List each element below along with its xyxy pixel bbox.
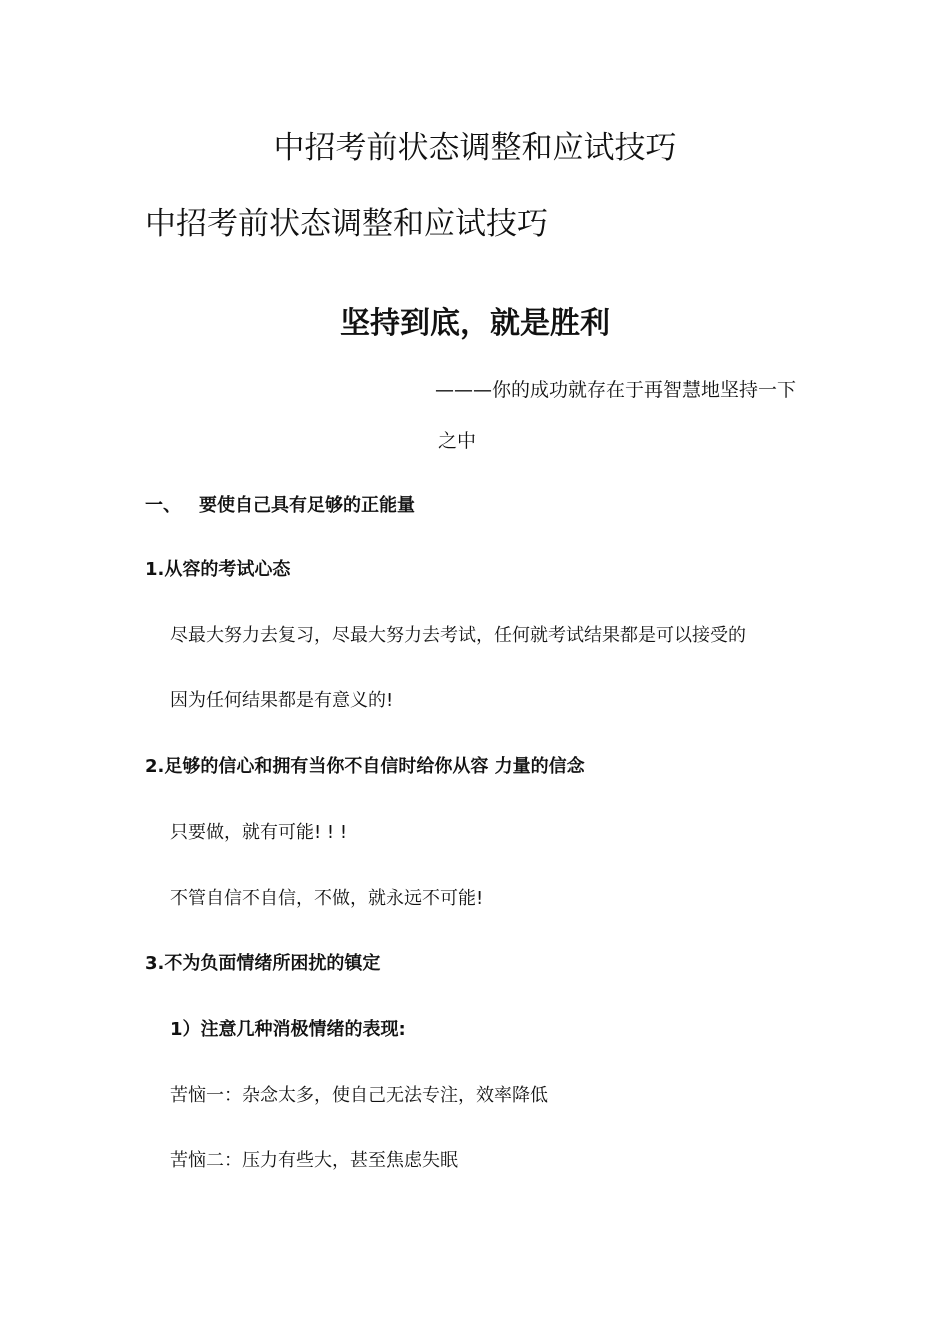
motto-heading: 坚持到底，就是胜利 <box>340 306 610 341</box>
section-heading-text: 要使自己具有足够的正能量 <box>199 495 415 516</box>
item3-heading: 3.不为负面情绪所困扰的镇定 <box>145 953 381 974</box>
document-title-repeat: 中招考前状态调整和应试技巧 <box>145 206 548 242</box>
item2-line2: 不管自信不自信，不做，就永远不可能! <box>170 888 484 909</box>
motto-subtitle-line2: 之中 <box>438 430 477 452</box>
section-heading-1 <box>145 497 415 515</box>
motto-subtitle-line1: ———你的成功就存在于再智慧地坚持一下 <box>435 379 797 401</box>
item2-line1: 只要做，就有可能! ! ! <box>170 822 348 843</box>
item1-heading: 1.从容的考试心态 <box>145 559 291 580</box>
item1-paragraph-line1: 尽最大努力去复习，尽最大努力去考试，任何就考试结果都是可以接受的 <box>170 625 746 646</box>
item3-worry1: 苦恼一：杂念太多，使自己无法专注，效率降低 <box>170 1085 548 1106</box>
item3-sub-heading: 1）注意几种消极情绪的表现: <box>170 1019 406 1040</box>
item1-paragraph-line2: 因为任何结果都是有意义的! <box>170 690 394 711</box>
item2-heading: 2.足够的信心和拥有当你不自信时给你从容 力量的信念 <box>145 756 585 777</box>
document-title: 中招考前状态调整和应试技巧 <box>273 130 677 166</box>
item3-worry2: 苦恼二：压力有些大，甚至焦虑失眠 <box>170 1150 458 1171</box>
section-number: 一、 <box>145 495 181 516</box>
